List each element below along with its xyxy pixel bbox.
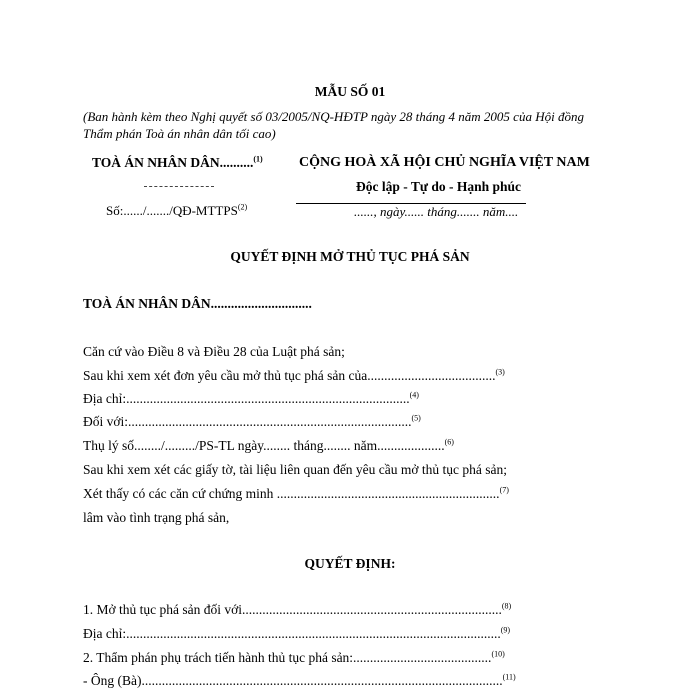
court-name-text: TOÀ ÁN NHÂN DÂN.......... (92, 155, 254, 170)
form-title: MẪU SỐ 01 (314, 84, 386, 99)
footnote-marker: (9) (500, 625, 511, 635)
body-line-insolvency-state (83, 510, 229, 526)
body-line-text: Xét thấy có các căn cứ chứng minh .................................................................. (83, 486, 500, 501)
body-line-evidence (83, 486, 509, 502)
body-line-against (83, 414, 421, 430)
body-line-text: lâm vào tình trạng phá sản, (83, 510, 230, 525)
issuance-note-line-1: (Ban hành kèm theo Nghị quyết số 03/2005/NQ-HĐTP ngày 28 tháng 4 năm 2005 của Hội đồng (83, 109, 584, 124)
footnote-marker: (3) (495, 367, 505, 377)
decision-number-text: Số:....../......./QĐ-MTTPS (106, 203, 238, 218)
footnote-marker: (10) (491, 649, 505, 659)
footnote-marker: (2) (237, 202, 248, 212)
decision-line-judge (83, 650, 505, 666)
place-date-line: ......, ngày...... tháng....... năm.... (354, 204, 519, 219)
footnote-marker: (1) (253, 154, 263, 164)
decides-heading: QUYẾT ĐỊNH: (304, 556, 396, 571)
national-motto: Độc lập - Tự do - Hạnh phúc (356, 179, 522, 194)
body-line-text: Sau khi xem xét đơn yêu cầu mở thủ tục phá sản của...................................... (83, 368, 496, 383)
header-left-separator (144, 186, 214, 187)
footnote-marker: (4) (409, 390, 419, 400)
body-line-text: Căn cứ vào Điều 8 và Điều 28 của Luật phá sản; (83, 344, 345, 359)
body-line-petitioner-address (83, 391, 419, 407)
footnote-marker: (7) (499, 485, 509, 495)
footnote-marker: (5) (411, 413, 421, 423)
decision-line-text: Địa chỉ:............................................................................................................... (83, 626, 501, 641)
body-line-text: Sau khi xem xét các giấy tờ, tài liệu liên quan đến yêu cầu mở thủ tục phá sản; (83, 462, 508, 477)
decision-number (106, 203, 247, 219)
body-line-text: Địa chỉ:.................................................................................... (83, 391, 410, 406)
decision-title: QUYẾT ĐỊNH MỞ THỦ TỤC PHÁ SẢN (230, 249, 470, 264)
decision-line-judge-name (83, 673, 516, 689)
body-line-text: Thụ lý số......../........./PS-TL ngày........ tháng........ năm.................... (83, 438, 445, 453)
decision-line-address (83, 626, 510, 642)
decision-line-text: 1. Mở thủ tục phá sản đối với............................................................................. (83, 602, 502, 617)
body-line-case-number (83, 438, 454, 454)
footnote-marker: (6) (444, 437, 454, 447)
footnote-marker: (8) (501, 601, 512, 611)
body-line-petition (83, 368, 505, 384)
decision-line-text: 2. Thẩm phán phụ trách tiến hành thủ tục phá sản:......................................... (83, 650, 492, 665)
decision-line-open-proceedings (83, 602, 511, 618)
issuing-court: TOÀ ÁN NHÂN DÂN.............................. (83, 296, 312, 311)
national-title: CỘNG HOÀ XÃ HỘI CHỦ NGHĨA VIỆT NAM (299, 155, 590, 170)
body-line-text: Đối với:.................................................................................... (83, 414, 412, 429)
decision-line-text: - Ông (Bà)........................................................................................................... (83, 673, 503, 688)
footnote-marker: (11) (502, 672, 516, 682)
body-line-legal-basis (83, 344, 345, 360)
body-line-document-review (83, 462, 507, 478)
issuance-note-line-2: Thẩm phán Toà án nhân dân tối cao) (83, 126, 276, 141)
court-name-header (92, 155, 263, 171)
